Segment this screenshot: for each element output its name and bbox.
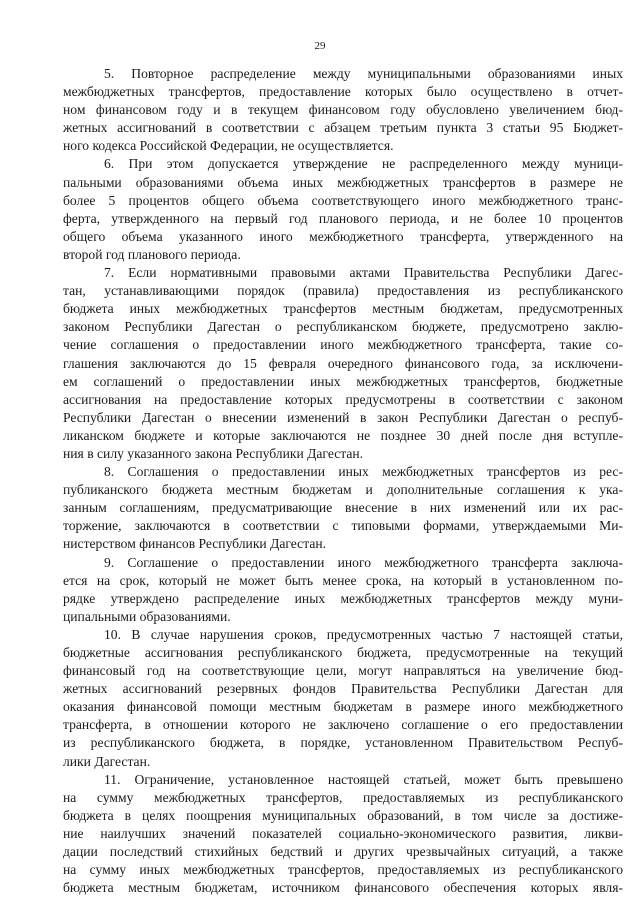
text-line: дации последствий стихийных бедствий и других чрезвычайных ситуаций, а также [63, 844, 623, 860]
text-line: на сумму межбюджетных трансфертов, предоставляемых из республиканского [63, 789, 623, 805]
text-line: 11. Ограничение, установленное настоящей статьей, может быть превышено [104, 771, 623, 787]
text-line: бюджета в целях поощрения муниципальных образований, в том числе за достиже- [63, 807, 623, 823]
text-line: тан, устанавливающими порядок (правила) предоставления из республиканского [63, 283, 623, 299]
text-line: Республики Дагестан о внесении изменений в закон Республики Дагестан о респуб- [63, 409, 623, 425]
page-number: 29 [314, 40, 326, 52]
text-line: ферта, утвержденного на первый год планового периода, и не более 10 процентов [63, 210, 623, 226]
paragraph [63, 155, 623, 264]
document-body [63, 65, 623, 897]
text-line: ние наилучших значений показателей социально-экономического развития, ликви- [63, 825, 623, 841]
text-line: общего объема указанного иного межбюджетного трансферта, утвержденного на [63, 228, 623, 244]
paragraph [63, 65, 623, 155]
text-line: второй год планового периода. [63, 246, 241, 262]
text-line: бюджета местным бюджетам, источником финансового обеспечения которых явля- [63, 880, 623, 896]
paragraph [63, 463, 623, 553]
text-line: из республиканского бюджета, в порядке, установленном Правительством Респуб- [63, 735, 623, 751]
text-line: жетных ассигнований резервных фондов Правительства Республики Дагестан для [63, 681, 623, 697]
paragraph [63, 771, 623, 898]
text-line: оказания финансовой помощи местным бюджетам в размере иного межбюджетного [63, 699, 623, 715]
text-line: финансовый год на соответствующие цели, могут направляться на увеличение бюд- [63, 663, 623, 679]
paragraph [63, 264, 623, 463]
text-line: нистерством финансов Республики Дагестан. [63, 536, 327, 552]
text-line: занным соглашениям, предусматривающие внесение в них изменений или их рас- [63, 500, 623, 516]
text-line: торжение, заключаются в соответствии с типовыми формами, утверждаемыми Ми- [63, 518, 623, 534]
text-line: глашения заключаются до 15 февраля очередного финансового года, за исключени- [63, 355, 623, 371]
text-line: ем соглашений о предоставлении иных межбюджетных трансфертов, бюджетные [63, 373, 623, 389]
text-line: ется на срок, который не может быть менее срока, на который в установленном по- [63, 572, 623, 588]
text-line: пальными образованиями объема иных межбюджетных трансфертов в размере не [63, 174, 623, 190]
text-line: межбюджетных трансфертов, предоставление которых было осуществлено в отчет- [63, 84, 623, 100]
text-line: жетных ассигнований в соответствии с абзацем третьим пункта 3 статьи 95 Бюджет- [63, 120, 623, 136]
text-line: 5. Повторное распределение между муниципальными образованиями иных [104, 66, 623, 81]
text-line: более 5 процентов общего объема соответствующего иного межбюджетного транс- [63, 192, 623, 208]
text-line: лики Дагестан. [63, 753, 151, 769]
text-line: 9. Соглашение о предоставлении иного межбюджетного трансферта заключа- [104, 554, 623, 570]
paragraph [63, 554, 623, 626]
text-line: ном финансовом году и в текущем финансовом году обусловлено увеличением бюд- [63, 102, 623, 118]
text-line: чение соглашения о предоставлении иного межбюджетного трансферта, такие со- [63, 337, 623, 353]
text-line: бюджета иных межбюджетных трансфертов местным бюджетам, предусмотренных [63, 301, 623, 317]
text-line: ассигнования на предоставление которых предусмотрены в соответствии с законом [63, 391, 623, 407]
text-line: 7. Если нормативными правовыми актами Правительства Республики Дагес- [104, 265, 623, 281]
text-line: 10. В случае нарушения сроков, предусмотренных частью 7 настоящей статьи, [104, 626, 623, 642]
paragraph [63, 626, 623, 771]
text-line: бюджетные ассигнования республиканского бюджета, предусмотренные на текущий [63, 645, 623, 660]
text-line: ликанском бюджете и которые заключаются не позднее 30 дней после дня вступле- [63, 427, 623, 443]
text-line: 8. Соглашения о предоставлении иных межбюджетных трансфертов из рес- [104, 464, 623, 480]
text-line: ния в силу указанного закона Республики Дагестан. [63, 445, 364, 461]
text-line: 6. При этом допускается утверждение не распределенного между муници- [104, 156, 623, 172]
text-line: публиканского бюджета местным бюджетам и дополнительные соглашения к ука- [63, 482, 623, 498]
text-line: ципальными образованиями. [63, 608, 231, 624]
text-line: законом Республики Дагестан о республиканском бюджете, предусмотрено заклю- [63, 319, 623, 335]
text-line: ного кодекса Российской Федерации, не осуществляется. [63, 138, 394, 154]
text-line: рядке утверждено распределение иных межбюджетных трансфертов между муни- [63, 590, 623, 606]
text-line: на сумму иных межбюджетных трансфертов, предоставляемых из республиканского [63, 862, 623, 878]
text-line: трансферта, в отношении которого не заключено соглашение о его предоставлении [63, 717, 623, 733]
